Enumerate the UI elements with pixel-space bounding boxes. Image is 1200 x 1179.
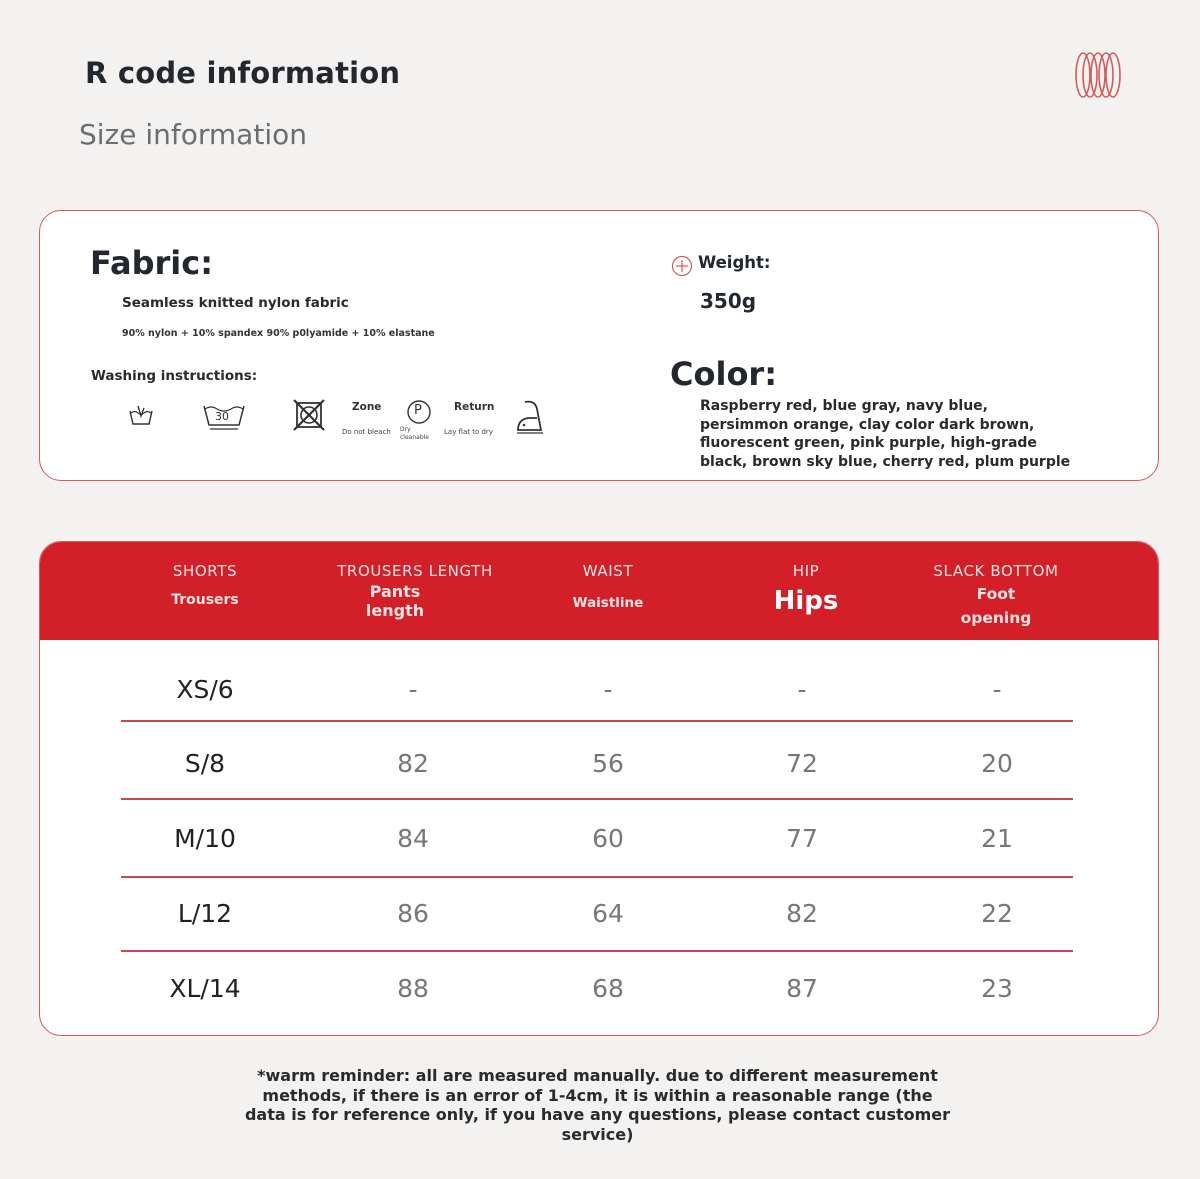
zone-label: Zone [352, 401, 382, 413]
cell-size: XS/6 [176, 675, 234, 704]
page-title: R code information [85, 56, 401, 90]
header-shorts [125, 542, 285, 640]
measurement-reminder: *warm reminder: all are measured manually. due to different measurement methods, if there is an error of 1-4cm, it is within a reasonable range (the data is for reference only, if you have any questions, please contact customer service) [244, 1066, 951, 1144]
cell-length: 88 [397, 974, 429, 1003]
header-waist-en: WAIST [582, 562, 634, 580]
cell-hip: 87 [786, 974, 818, 1003]
cell-bottom: - [992, 675, 1002, 704]
row-divider [121, 720, 1073, 722]
table-row [40, 660, 1158, 720]
weight-value: 350g [700, 289, 757, 313]
header-trousers-length [325, 542, 505, 640]
wash-temperature: 30 [215, 410, 229, 423]
header-shorts-en: SHORTS [172, 562, 238, 580]
dry-cleanable-caption: Dry cleanable [400, 426, 429, 441]
dry-clean-letter: P [414, 403, 422, 418]
cell-length: 82 [397, 749, 429, 778]
cell-bottom: 23 [981, 974, 1013, 1003]
fabric-composition: 90% nylon + 10% spandex 90% p0lyamide + 10% elastane [122, 328, 435, 339]
cell-bottom: 22 [981, 899, 1013, 928]
lay-flat-caption: Lay flat to dry [444, 428, 493, 436]
cell-length: 84 [397, 824, 429, 853]
washing-instructions-label: Washing instructions: [91, 368, 258, 384]
table-row [40, 809, 1158, 869]
cell-size: S/8 [184, 749, 226, 778]
row-divider [121, 950, 1073, 952]
header-length-sub: Pants length [365, 582, 425, 620]
size-table-header [40, 542, 1158, 640]
row-divider [121, 876, 1073, 878]
cell-waist: 56 [592, 749, 624, 778]
do-not-bleach-caption: Do not bleach [342, 428, 391, 436]
header-length-en: TROUSERS LENGTH [337, 562, 493, 580]
table-row [40, 734, 1158, 794]
cell-hip: 72 [786, 749, 818, 778]
cell-hip: 77 [786, 824, 818, 853]
return-label: Return [454, 401, 495, 413]
page-subtitle: Size information [79, 118, 307, 151]
cell-hip: - [797, 675, 807, 704]
weight-label: Weight: [698, 253, 771, 272]
cell-waist: 60 [592, 824, 624, 853]
fabric-description: Seamless knitted nylon fabric [122, 295, 349, 311]
size-chart-table [39, 541, 1159, 1036]
cell-waist: - [603, 675, 613, 704]
washing-icons-row [120, 397, 560, 447]
header-shorts-sub: Trousers [171, 592, 239, 608]
cell-length: 86 [397, 899, 429, 928]
fabric-info-card [39, 210, 1159, 481]
cell-size: L/12 [177, 899, 233, 928]
cell-waist: 68 [592, 974, 624, 1003]
cell-size: M/10 [174, 824, 236, 853]
cell-waist: 64 [592, 899, 624, 928]
iron-icon [515, 397, 545, 437]
weight-plus-icon [671, 255, 693, 277]
do-not-tumble-dry-icon [292, 397, 326, 433]
table-row [40, 884, 1158, 944]
brand-rings-logo [1074, 50, 1122, 100]
header-bottom-sub: Foot opening [960, 585, 1032, 627]
header-waist [528, 542, 688, 640]
table-row [40, 959, 1158, 1019]
cell-hip: 82 [786, 899, 818, 928]
color-options-list: Raspberry red, blue gray, navy blue, persimmon orange, clay color dark brown, fluorescent green, pink purple, high-grade black, brown sky blue, cherry red, plum purple [700, 398, 1071, 470]
row-divider [121, 798, 1073, 800]
cell-bottom: 21 [981, 824, 1013, 853]
color-label: Color: [670, 355, 777, 393]
header-hip [726, 542, 886, 640]
fabric-label: Fabric: [90, 244, 213, 282]
cell-length: - [408, 675, 418, 704]
header-waist-sub: Waistline [572, 595, 644, 611]
header-slack-bottom [916, 542, 1076, 640]
header-bottom-en: SLACK BOTTOM [933, 562, 1059, 580]
hand-wash-icon [128, 403, 154, 427]
header-hip-sub: Hips [773, 586, 839, 616]
header-hip-en: HIP [792, 562, 820, 580]
cell-bottom: 20 [981, 749, 1013, 778]
cell-size: XL/14 [169, 974, 241, 1003]
